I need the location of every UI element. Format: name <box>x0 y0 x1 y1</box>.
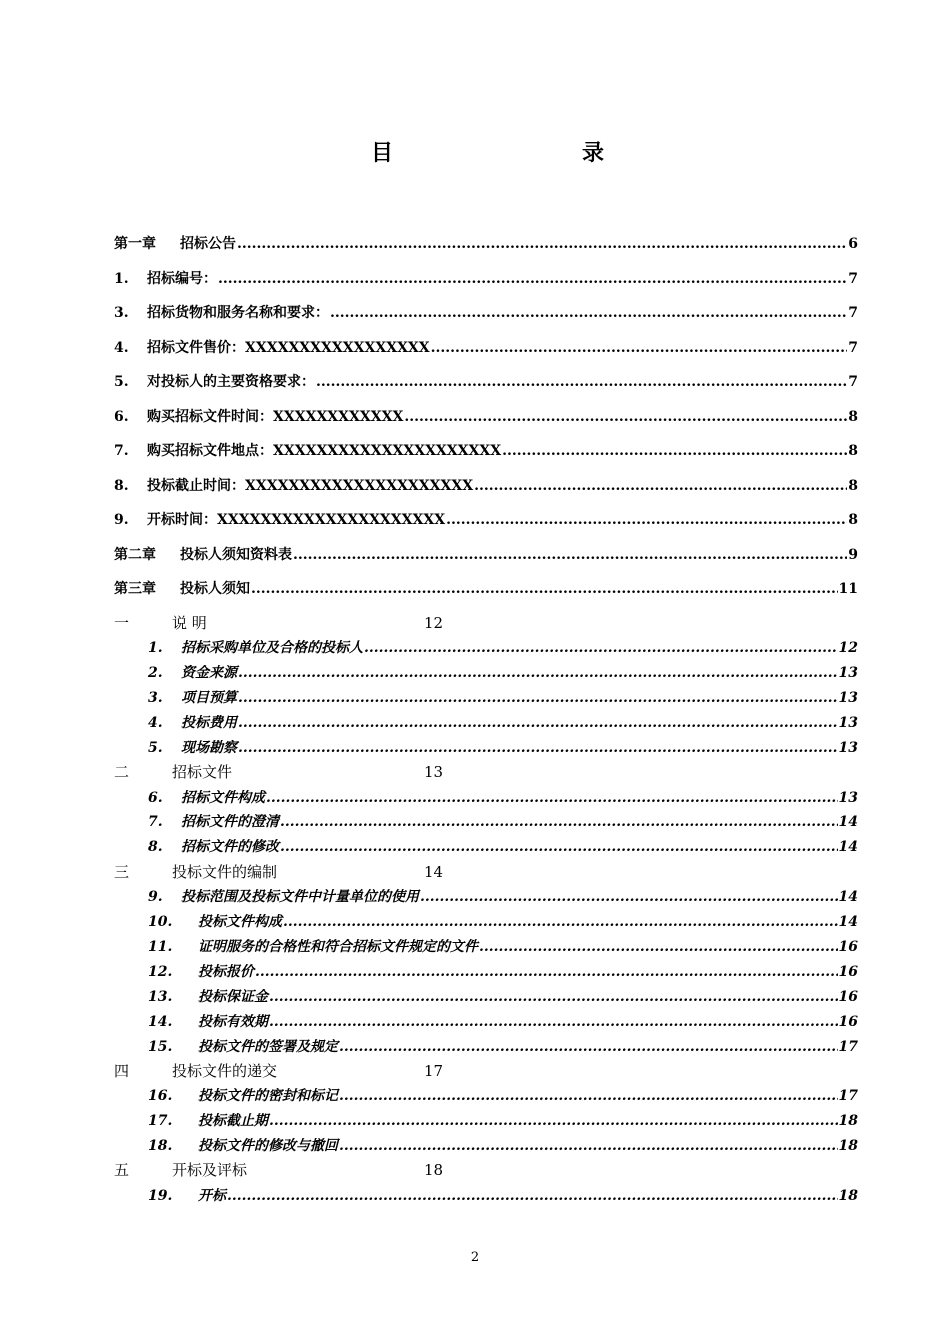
entry-number: 15. <box>148 1039 173 1055</box>
entry-number: 8. <box>148 839 163 855</box>
entry-number: 第二章 <box>114 547 156 563</box>
toc-entry-chapter-1[interactable] <box>114 234 858 254</box>
dot-leader <box>280 837 838 857</box>
entry-page: 16 <box>838 939 858 955</box>
entry-title: 投标报价 <box>198 964 254 980</box>
title-char-2: 录 <box>582 140 605 166</box>
dot-leader <box>218 269 847 289</box>
entry-number: 14. <box>148 1014 173 1030</box>
entry-title: 证明服务的合格性和符合招标文件规定的文件 <box>198 939 478 955</box>
dot-leader <box>339 1037 838 1057</box>
entry-title: 投标截止时间：XXXXXXXXXXXXXXXXXXXXX <box>147 478 474 494</box>
dot-leader <box>446 510 847 530</box>
entry-number: 7. <box>114 443 129 459</box>
section-page: 18 <box>424 1161 444 1179</box>
entry-title: 对投标人的主要资格要求： <box>147 374 315 390</box>
section-number: 一 <box>114 614 130 632</box>
entry-number: 11. <box>148 939 173 955</box>
entry-title: 开标时间：XXXXXXXXXXXXXXXXXXXXX <box>147 512 446 528</box>
toc-entry-chapter-2[interactable] <box>114 545 858 565</box>
toc-item[interactable] <box>148 713 858 733</box>
section-number: 二 <box>114 763 130 781</box>
entry-title: 投标人须知 <box>180 581 250 597</box>
dot-leader <box>283 912 838 932</box>
toc-entry[interactable] <box>114 269 858 289</box>
entry-page: 8 <box>848 409 858 425</box>
entry-title: 招标文件售价：XXXXXXXXXXXXXXXXX <box>147 340 430 356</box>
entry-page: 17 <box>838 1088 858 1104</box>
toc-item[interactable] <box>148 837 858 857</box>
entry-title: 投标文件的修改与撤回 <box>198 1138 338 1154</box>
entry-number: 4. <box>114 340 129 356</box>
entry-number: 1. <box>148 640 163 656</box>
section-number: 三 <box>114 863 130 881</box>
dot-leader <box>479 937 838 957</box>
entry-page: 9 <box>848 547 858 563</box>
entry-title: 投标有效期 <box>198 1014 268 1030</box>
dot-leader <box>364 638 838 658</box>
toc-entry[interactable] <box>114 510 858 530</box>
page-number: 2 <box>470 1250 480 1265</box>
entry-title: 招标货物和服务名称和要求： <box>147 305 329 321</box>
entry-page: 14 <box>838 889 858 905</box>
dot-leader <box>238 663 838 683</box>
entry-page: 14 <box>838 814 858 830</box>
entry-number: 4. <box>148 715 163 731</box>
toc-item[interactable] <box>148 1012 858 1032</box>
section-page: 17 <box>424 1062 444 1080</box>
dot-leader <box>502 441 847 461</box>
title-char-1: 目 <box>371 140 394 166</box>
toc-item[interactable] <box>148 663 858 683</box>
section-title: 说 明 <box>172 614 207 632</box>
toc-entry[interactable] <box>114 303 858 323</box>
entry-number: 17. <box>148 1113 173 1129</box>
toc-entry[interactable] <box>114 476 858 496</box>
entry-title: 投标文件构成 <box>198 914 282 930</box>
dot-leader <box>238 713 838 733</box>
section-title: 招标文件 <box>172 763 233 781</box>
toc-title <box>0 136 950 168</box>
dot-leader <box>339 1136 838 1156</box>
entry-title: 投标保证金 <box>198 989 268 1005</box>
dot-leader <box>255 962 838 982</box>
entry-number: 16. <box>148 1088 173 1104</box>
toc-item[interactable] <box>148 788 858 808</box>
dot-leader <box>431 338 848 358</box>
toc-entry[interactable] <box>114 407 858 427</box>
dot-leader <box>404 407 847 427</box>
dot-leader <box>316 372 847 392</box>
entry-page: 17 <box>838 1039 858 1055</box>
dot-leader <box>237 234 847 254</box>
dot-leader <box>269 1111 838 1131</box>
dot-leader <box>238 738 838 758</box>
toc-item[interactable] <box>148 1086 858 1106</box>
entry-page: 13 <box>838 690 858 706</box>
toc-item[interactable] <box>148 912 858 932</box>
entry-title: 投标文件的密封和标记 <box>198 1088 338 1104</box>
entry-title: 项目预算 <box>181 690 237 706</box>
entry-title: 招标文件的澄清 <box>181 814 279 830</box>
entry-page: 6 <box>848 236 858 252</box>
dot-leader <box>269 987 838 1007</box>
dot-leader <box>474 476 847 496</box>
section-title: 开标及评标 <box>172 1161 248 1179</box>
entry-page: 13 <box>838 790 858 806</box>
entry-number: 6. <box>114 409 129 425</box>
entry-page: 18 <box>838 1188 858 1204</box>
entry-page: 8 <box>848 478 858 494</box>
entry-page: 7 <box>848 340 858 356</box>
toc-item[interactable] <box>148 887 858 907</box>
entry-page: 14 <box>838 839 858 855</box>
section-page: 14 <box>424 863 444 881</box>
dot-leader <box>269 1012 838 1032</box>
entry-number: 13. <box>148 989 173 1005</box>
entry-page: 13 <box>838 740 858 756</box>
dot-leader <box>251 579 838 599</box>
entry-page: 7 <box>848 305 858 321</box>
entry-number: 第三章 <box>114 581 156 597</box>
entry-number: 7. <box>148 814 163 830</box>
entry-number: 5. <box>114 374 129 390</box>
toc-item[interactable] <box>148 1037 858 1057</box>
toc-entry[interactable] <box>114 338 858 358</box>
entry-page: 16 <box>838 964 858 980</box>
entry-title: 投标人须知资料表 <box>180 547 292 563</box>
toc-entry[interactable] <box>114 441 858 461</box>
entry-title: 投标范围及投标文件中计量单位的使用 <box>181 889 419 905</box>
toc-item[interactable] <box>148 812 858 832</box>
toc-entry-chapter-3[interactable] <box>114 579 858 599</box>
toc-item[interactable] <box>148 962 858 982</box>
toc-item[interactable] <box>148 688 858 708</box>
entry-number: 第一章 <box>114 236 156 252</box>
dot-leader <box>227 1186 838 1206</box>
entry-page: 8 <box>848 512 858 528</box>
section-title: 投标文件的编制 <box>172 863 278 881</box>
entry-page: 16 <box>838 1014 858 1030</box>
toc-item[interactable] <box>148 638 858 658</box>
dot-leader <box>330 303 847 323</box>
toc-item[interactable] <box>148 987 858 1007</box>
entry-page: 7 <box>848 374 858 390</box>
section-page: 12 <box>424 614 444 632</box>
entry-page: 8 <box>848 443 858 459</box>
entry-title: 招标文件构成 <box>181 790 265 806</box>
toc-entry[interactable] <box>114 372 858 392</box>
entry-title: 投标文件的签署及规定 <box>198 1039 338 1055</box>
entry-title: 投标截止期 <box>198 1113 268 1129</box>
entry-number: 9. <box>114 512 129 528</box>
entry-number: 12. <box>148 964 173 980</box>
entry-page: 11 <box>838 581 858 597</box>
entry-title: 开标 <box>198 1188 226 1204</box>
entry-title: 招标采购单位及合格的投标人 <box>181 640 363 656</box>
entry-title: 资金来源 <box>181 665 237 681</box>
dot-leader <box>339 1086 838 1106</box>
entry-title: 招标编号： <box>147 271 217 287</box>
toc-item[interactable] <box>148 1136 858 1156</box>
entry-page: 14 <box>838 914 858 930</box>
entry-title: 购买招标文件地点：XXXXXXXXXXXXXXXXXXXXX <box>147 443 502 459</box>
toc-item[interactable] <box>148 1111 858 1131</box>
entry-page: 12 <box>838 640 858 656</box>
entry-number: 10. <box>148 914 173 930</box>
dot-leader <box>293 545 847 565</box>
entry-number: 6. <box>148 790 163 806</box>
entry-page: 18 <box>838 1138 858 1154</box>
dot-leader <box>420 887 838 907</box>
entry-page: 18 <box>838 1113 858 1129</box>
entry-number: 3. <box>148 690 163 706</box>
entry-number: 3. <box>114 305 129 321</box>
entry-title: 现场勘察 <box>181 740 237 756</box>
entry-number: 8. <box>114 478 129 494</box>
entry-number: 1. <box>114 271 129 287</box>
entry-number: 5. <box>148 740 163 756</box>
entry-title: 招标文件的修改 <box>181 839 279 855</box>
entry-page: 7 <box>848 271 858 287</box>
section-title: 投标文件的递交 <box>172 1062 278 1080</box>
section-number: 五 <box>114 1161 130 1179</box>
toc-item[interactable] <box>148 738 858 758</box>
entry-page: 13 <box>838 715 858 731</box>
dot-leader <box>280 812 838 832</box>
entry-number: 2. <box>148 665 163 681</box>
entry-number: 19. <box>148 1188 173 1204</box>
toc-item[interactable] <box>148 937 858 957</box>
section-page: 13 <box>424 763 444 781</box>
section-number: 四 <box>114 1062 130 1080</box>
entry-title: 投标费用 <box>181 715 237 731</box>
entry-page: 13 <box>838 665 858 681</box>
entry-number: 9. <box>148 889 163 905</box>
entry-page: 16 <box>838 989 858 1005</box>
dot-leader <box>238 688 838 708</box>
entry-title: 招标公告 <box>180 236 236 252</box>
toc-item[interactable] <box>148 1186 858 1206</box>
dot-leader <box>266 788 838 808</box>
entry-number: 18. <box>148 1138 173 1154</box>
entry-title: 购买招标文件时间：XXXXXXXXXXXX <box>147 409 404 425</box>
